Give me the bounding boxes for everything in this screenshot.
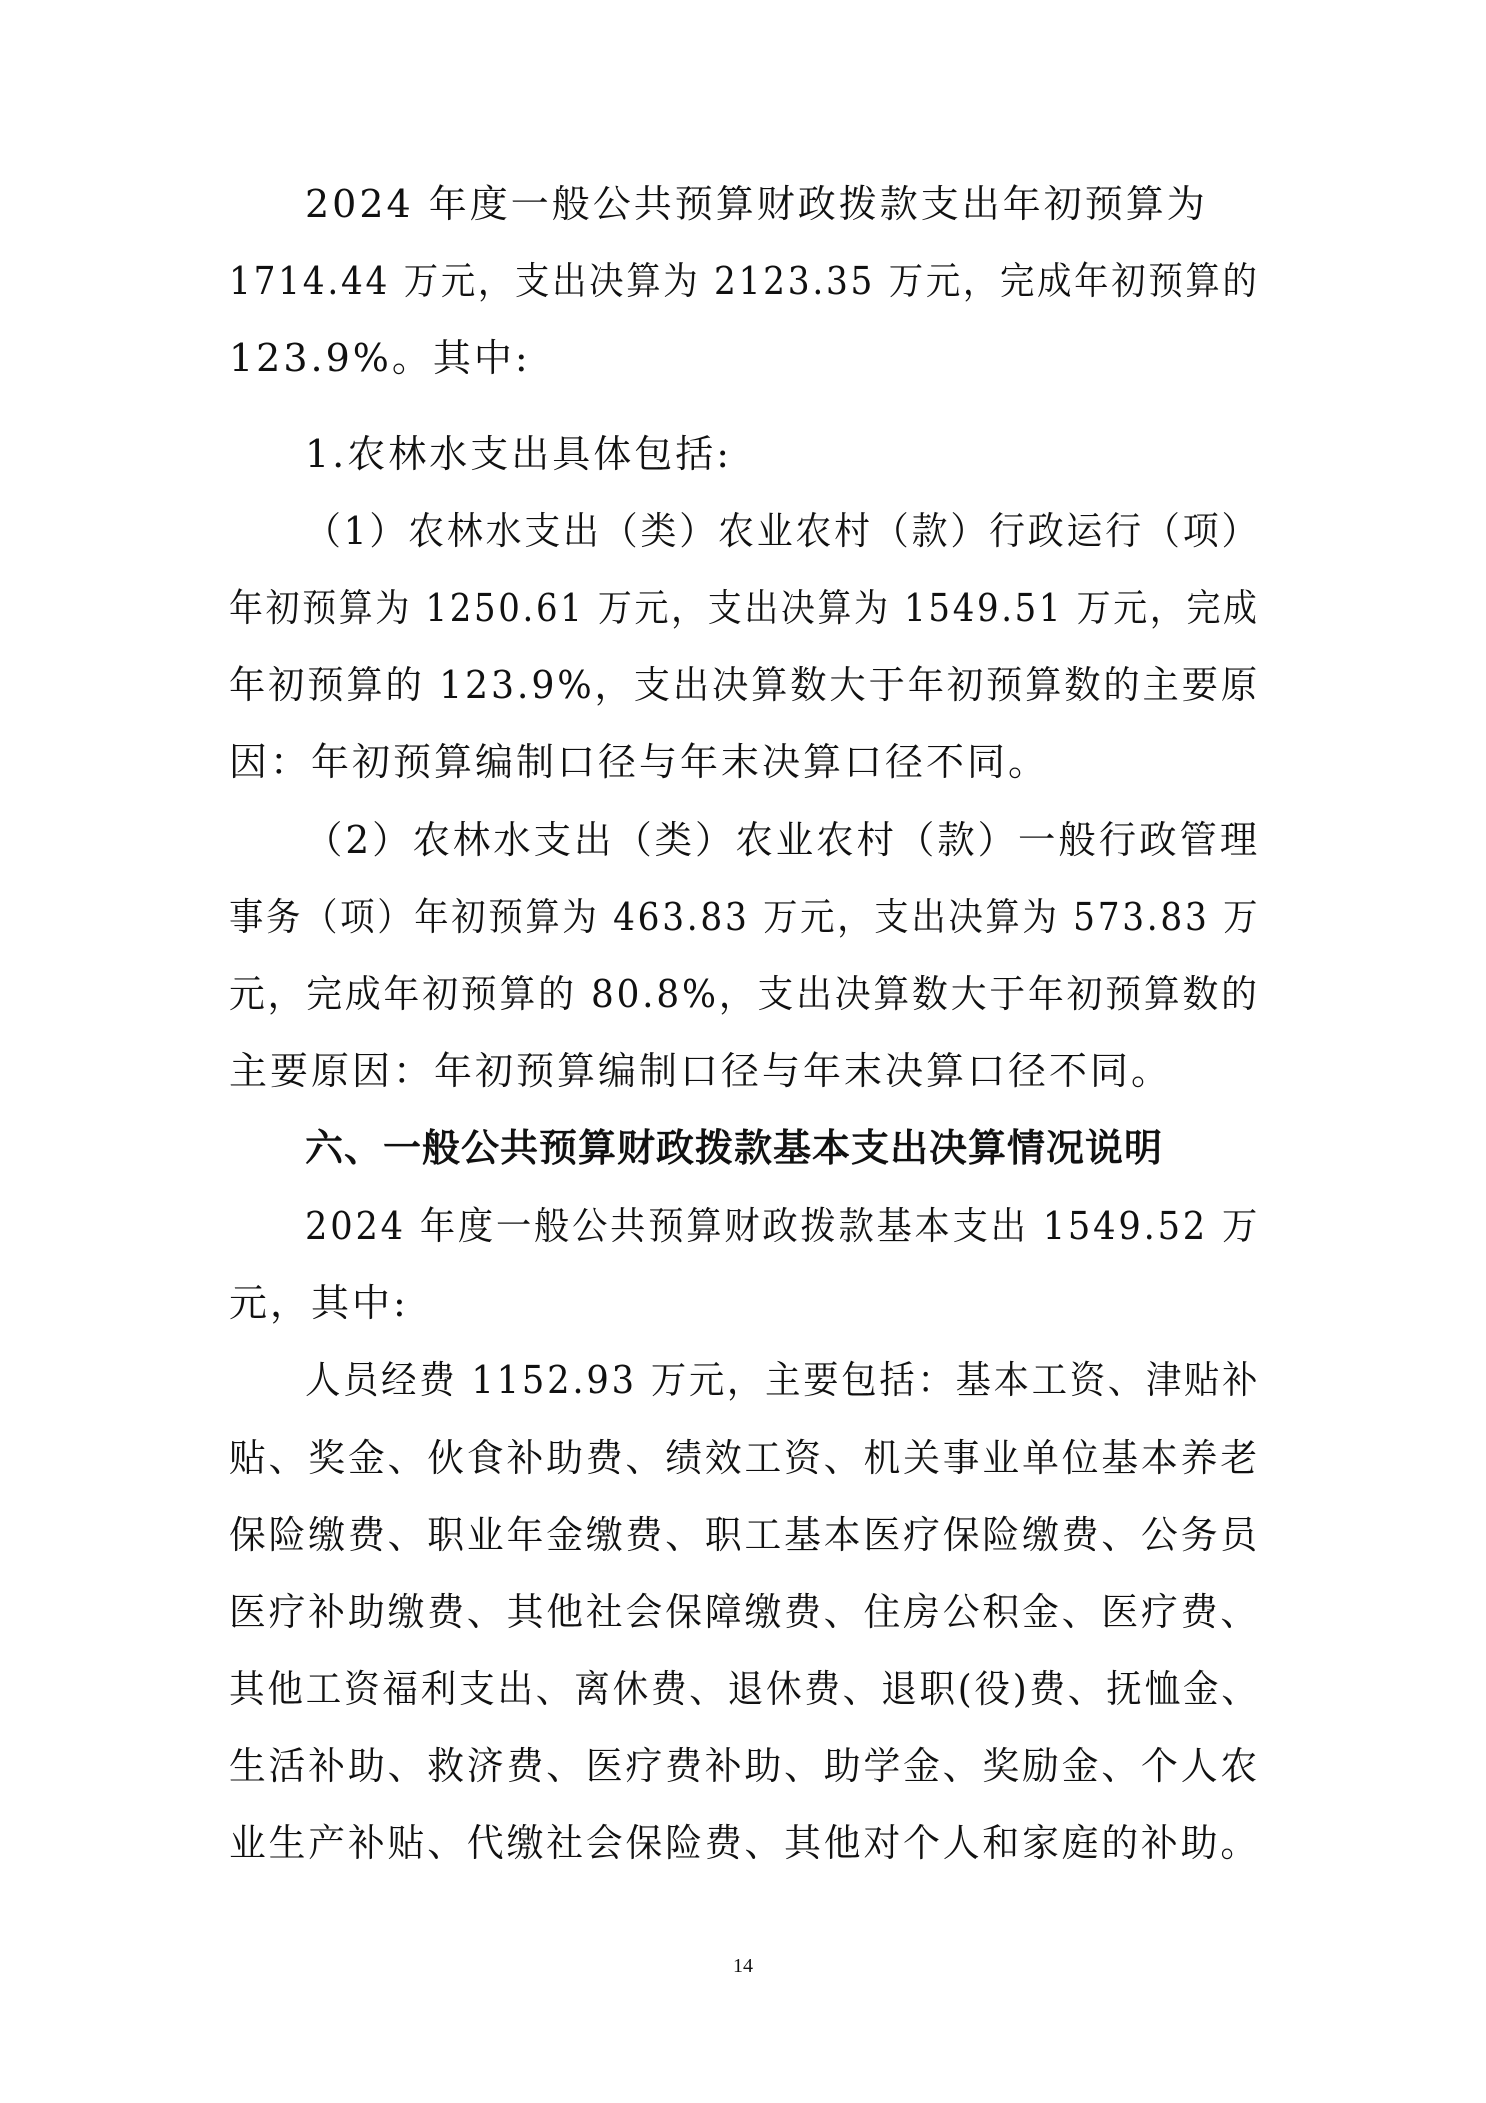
paragraph-line: 主要原因：年初预算编制口径与年末决算口径不同。 <box>229 1049 1173 1093</box>
section-line: 1.农林水支出具体包括: <box>305 432 733 476</box>
paragraph-line: 事务（项）年初预算为 463.83 万元，支出决算为 573.83 万 <box>229 895 1261 939</box>
paragraph-line: 其他工资福利支出、离休费、退休费、退职(役)费、抚恤金、 <box>229 1667 1260 1711</box>
paragraph-line: 2024 年度一般公共预算财政拨款基本支出 1549.52 万 <box>305 1204 1261 1248</box>
paragraph-line: 保险缴费、职业年金缴费、职工基本医疗保险缴费、公务员 <box>229 1513 1261 1557</box>
paragraph-line: 医疗补助缴费、其他社会保障缴费、住房公积金、医疗费、 <box>229 1590 1261 1634</box>
page-number: 14 <box>733 1955 753 1977</box>
paragraph-line: 年初预算为 1250.61 万元，支出决算为 1549.51 万元，完成 <box>229 586 1260 630</box>
paragraph-line: 元，完成年初预算的 80.8%，支出决算数大于年初预算数的 <box>229 972 1260 1016</box>
paragraph-line: 年初预算的 123.9%，支出决算数大于年初预算数的主要原 <box>229 663 1260 707</box>
paragraph-line: 因：年初预算编制口径与年末决算口径不同。 <box>229 740 1050 784</box>
paragraph-line: 贴、奖金、伙食补助费、绩效工资、机关事业单位基本养老 <box>229 1436 1261 1480</box>
paragraph-line: 元，其中: <box>229 1281 409 1325</box>
paragraph-line: （2）农林水支出（类）农业农村（款）一般行政管理 <box>305 818 1261 862</box>
paragraph-line: 生活补助、救济费、医疗费补助、助学金、奖励金、个人农 <box>229 1744 1261 1788</box>
paragraph-line: （1）农林水支出（类）农业农村（款）行政运行（项） <box>305 509 1261 553</box>
paragraph-line: 业生产补贴、代缴社会保险费、其他对个人和家庭的补助。 <box>229 1821 1261 1865</box>
paragraph-line: 1714.44 万元，支出决算为 2123.35 万元，完成年初预算的 <box>229 259 1260 303</box>
paragraph-line: 2024 年度一般公共预算财政拨款支出年初预算为 <box>305 182 1208 226</box>
section-heading: 六、一般公共预算财政拨款基本支出决算情况说明 <box>305 1126 1164 1170</box>
paragraph-line: 123.9%。其中: <box>229 336 531 380</box>
paragraph-line: 人员经费 1152.93 万元，主要包括：基本工资、津贴补 <box>305 1358 1261 1402</box>
